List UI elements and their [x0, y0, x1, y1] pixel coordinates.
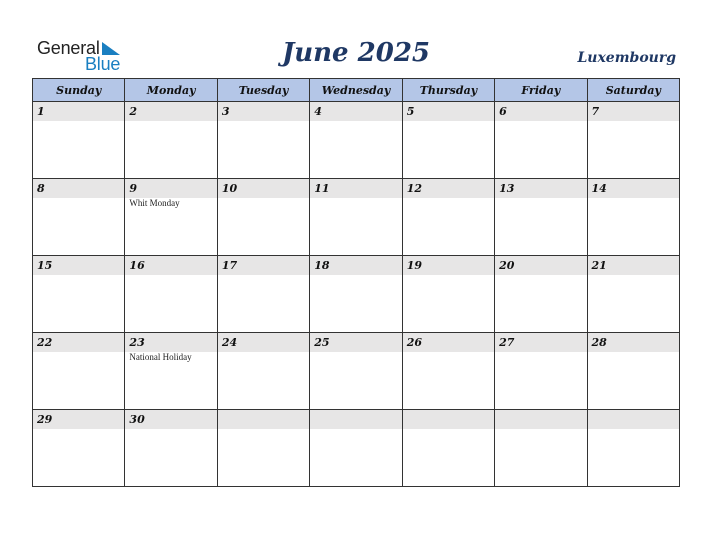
day-number: [310, 410, 401, 429]
day-number: 11: [310, 179, 401, 198]
day-cell: [125, 179, 217, 256]
day-cell: [217, 256, 309, 333]
calendar-body: [33, 102, 680, 487]
day-number: 2: [125, 102, 216, 121]
day-cell: [33, 333, 125, 410]
day-number: 23: [125, 333, 216, 352]
day-cell: [33, 256, 125, 333]
day-number: [218, 410, 309, 429]
calendar-title: June 2025: [281, 38, 431, 68]
day-number: 16: [125, 256, 216, 275]
day-number: 24: [218, 333, 309, 352]
day-number: 3: [218, 102, 309, 121]
day-cell: [495, 179, 587, 256]
day-number: 20: [495, 256, 586, 275]
weekday-header: Thursday: [402, 79, 494, 102]
weekday-header: Saturday: [587, 79, 679, 102]
weekday-header-row: [33, 79, 680, 102]
day-number: 26: [403, 333, 494, 352]
weekday-header: Sunday: [33, 79, 125, 102]
day-number: 15: [33, 256, 124, 275]
week-row: [33, 333, 680, 410]
logo-text-blue: Blue: [85, 54, 121, 74]
day-number: 6: [495, 102, 586, 121]
day-number: 5: [403, 102, 494, 121]
day-number: 14: [588, 179, 679, 198]
country-label: Luxembourg: [577, 50, 676, 66]
day-cell: [310, 256, 402, 333]
calendar-grid: [32, 78, 680, 487]
week-row: [33, 256, 680, 333]
day-cell: [495, 333, 587, 410]
day-cell: [402, 179, 494, 256]
day-cell: [310, 102, 402, 179]
day-number: 13: [495, 179, 586, 198]
day-number: 10: [218, 179, 309, 198]
day-number: 19: [403, 256, 494, 275]
day-number: [588, 410, 679, 429]
day-cell: [587, 256, 679, 333]
day-cell: [402, 256, 494, 333]
day-number: 4: [310, 102, 401, 121]
day-number: 29: [33, 410, 124, 429]
week-row: [33, 410, 680, 487]
logo-text-general: General: [37, 38, 100, 58]
day-cell: [217, 333, 309, 410]
weekday-header: Monday: [125, 79, 217, 102]
week-row: [33, 102, 680, 179]
day-number: 9: [125, 179, 216, 198]
day-number: 22: [33, 333, 124, 352]
day-number: 25: [310, 333, 401, 352]
day-cell: [587, 333, 679, 410]
day-cell: [33, 410, 125, 487]
day-cell: [217, 102, 309, 179]
day-number: 8: [33, 179, 124, 198]
day-number: 17: [218, 256, 309, 275]
day-number: 1: [33, 102, 124, 121]
day-cell: [310, 333, 402, 410]
day-cell: [217, 179, 309, 256]
day-cell: [495, 102, 587, 179]
day-cell: [587, 410, 679, 487]
holiday-label: Whit Monday: [129, 198, 180, 208]
holiday-label: National Holiday: [129, 352, 192, 362]
weekday-header: Friday: [495, 79, 587, 102]
day-cell: [125, 256, 217, 333]
day-cell: [33, 102, 125, 179]
day-cell: [125, 410, 217, 487]
day-cell: [402, 410, 494, 487]
day-cell: [125, 333, 217, 410]
day-cell: [310, 410, 402, 487]
day-number: 30: [125, 410, 216, 429]
day-number: 27: [495, 333, 586, 352]
day-cell: [587, 179, 679, 256]
day-number: 21: [588, 256, 679, 275]
week-row: [33, 179, 680, 256]
weekday-header: Wednesday: [310, 79, 402, 102]
day-number: 7: [588, 102, 679, 121]
day-cell: [495, 410, 587, 487]
day-cell: [125, 102, 217, 179]
day-cell: [495, 256, 587, 333]
weekday-header: Tuesday: [217, 79, 309, 102]
day-cell: [33, 179, 125, 256]
day-cell: [402, 102, 494, 179]
day-cell: [310, 179, 402, 256]
day-number: [403, 410, 494, 429]
day-number: [495, 410, 586, 429]
day-number: 18: [310, 256, 401, 275]
day-cell: [217, 410, 309, 487]
day-number: 28: [588, 333, 679, 352]
day-cell: [402, 333, 494, 410]
day-number: 12: [403, 179, 494, 198]
day-cell: [587, 102, 679, 179]
